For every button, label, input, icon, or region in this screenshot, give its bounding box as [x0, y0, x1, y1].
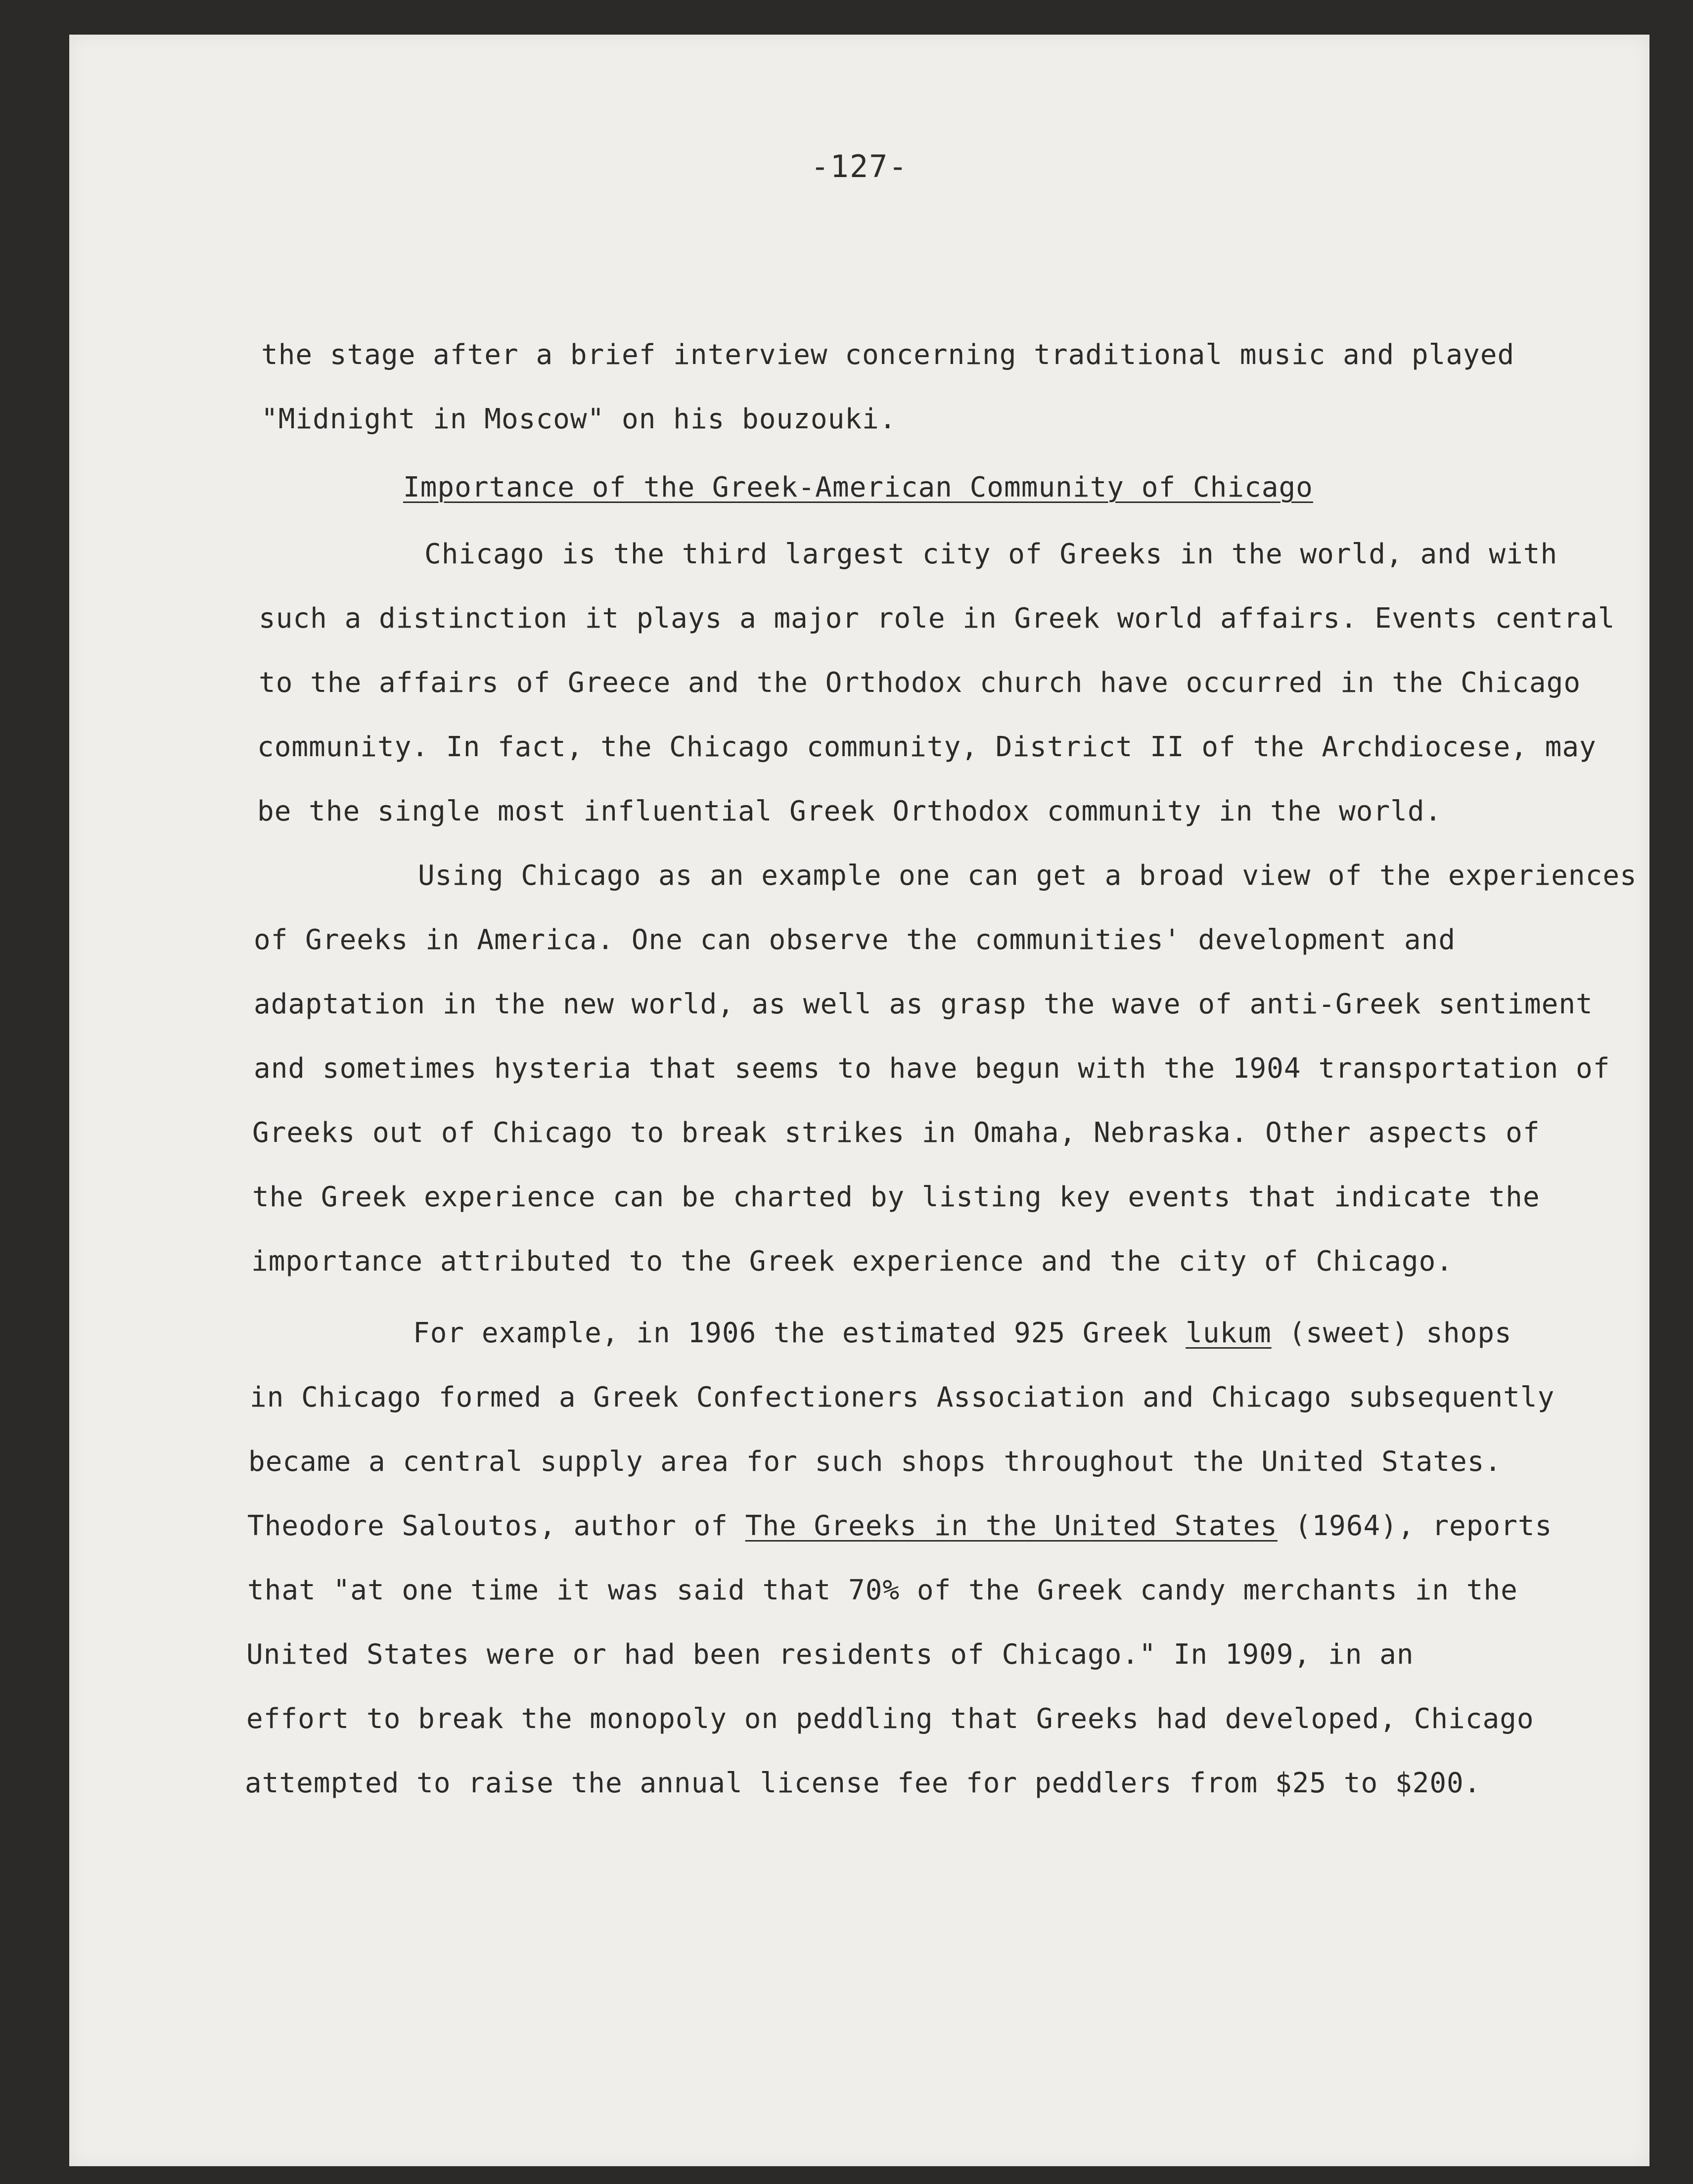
- text-line: be the single most influential Greek Orthodox community in the world.: [257, 795, 1442, 827]
- text-line: "Midnight in Moscow" on his bouzouki.: [261, 403, 897, 435]
- text-line: Chicago is the third largest city of Greeks in the world, and with: [424, 538, 1558, 570]
- page-number: -127-: [811, 148, 908, 184]
- text-line: effort to break the monopoly on peddling that Greeks had developed, Chicago: [246, 1703, 1534, 1735]
- text-line: the Greek experience can be charted by listing key events that indicate the: [252, 1181, 1540, 1213]
- text-line: Using Chicago as an example one can get a broad view of the experiences: [418, 860, 1637, 892]
- text-line: such a distinction it plays a major role in Greek world affairs. Events central: [259, 602, 1615, 635]
- text-line: the stage after a brief interview concerning traditional music and played: [261, 339, 1515, 371]
- text-line: of Greeks in America. One can observe the communities' development and: [254, 924, 1456, 956]
- document-page: [69, 35, 1649, 2166]
- text-line: importance attributed to the Greek experience and the city of Chicago.: [251, 1245, 1454, 1277]
- text-line: and sometimes hysteria that seems to have begun with the 1904 transportation of: [254, 1052, 1610, 1085]
- text-line: became a central supply area for such shops throughout the United States.: [248, 1446, 1502, 1478]
- book-title: The Greeks in the United States: [745, 1510, 1278, 1542]
- text-run: For example, in 1906 the estimated 925 Greek: [413, 1317, 1186, 1349]
- text-line: to the affairs of Greece and the Orthodox church have occurred in the Chicago: [259, 667, 1581, 699]
- text-run: (sweet) shops: [1271, 1317, 1512, 1349]
- text-run: Theodore Saloutos, author of: [247, 1510, 745, 1542]
- text-line: attempted to raise the annual license fee for peddlers from $25 to $200.: [245, 1767, 1481, 1799]
- text-run: (1964), reports: [1277, 1510, 1553, 1542]
- underlined-term: lukum: [1186, 1317, 1272, 1349]
- text-line: community. In fact, the Chicago community, District II of the Archdiocese, may: [257, 731, 1597, 763]
- text-line: Greeks out of Chicago to break strikes in Omaha, Nebraska. Other aspects of: [252, 1117, 1540, 1149]
- section-heading: Importance of the Greek-American Community of Chicago: [403, 471, 1313, 503]
- text-line: that "at one time it was said that 70% of the Greek candy merchants in the: [247, 1574, 1518, 1606]
- text-line: [413, 1317, 1512, 1349]
- text-line: adaptation in the new world, as well as grasp the wave of anti-Greek sentiment: [254, 988, 1593, 1020]
- text-line: United States were or had been residents of Chicago." In 1909, in an: [246, 1638, 1414, 1671]
- text-line: [247, 1510, 1552, 1542]
- text-line: in Chicago formed a Greek Confectioners Association and Chicago subsequently: [250, 1381, 1555, 1413]
